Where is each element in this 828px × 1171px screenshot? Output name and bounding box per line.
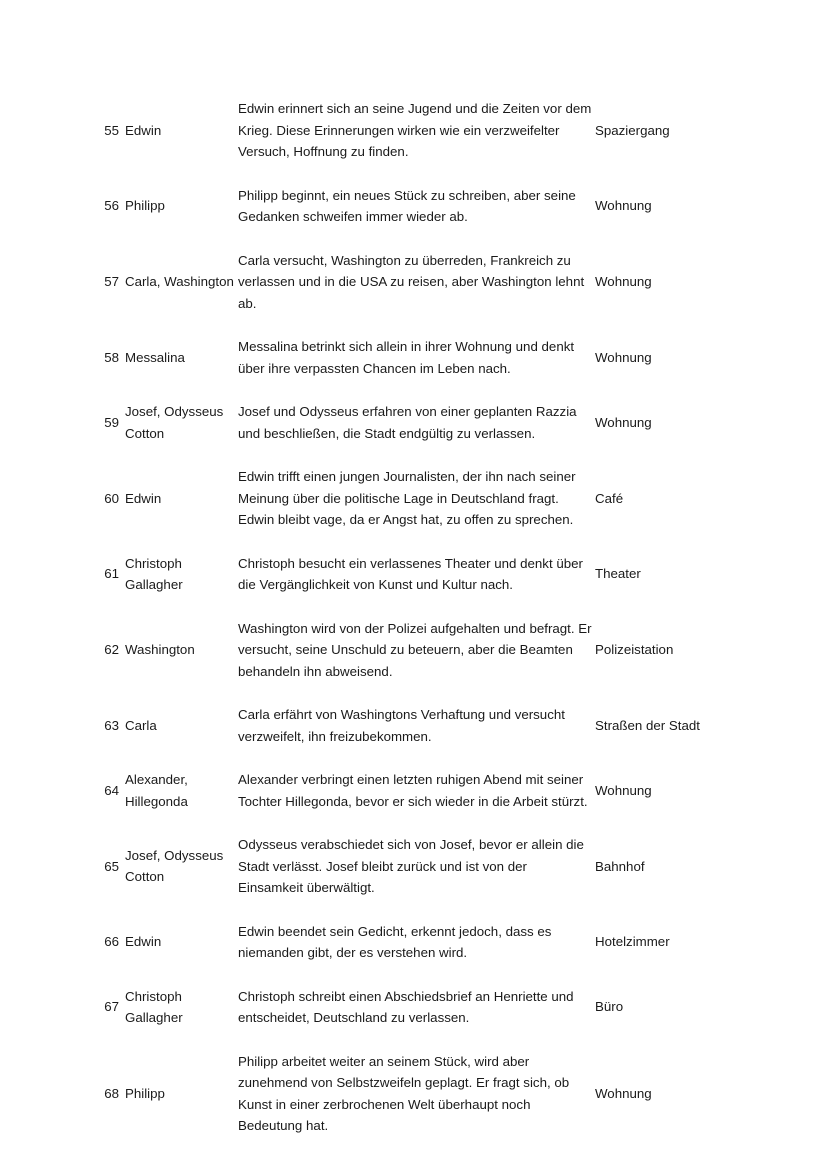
row-spacer (95, 747, 735, 769)
scene-number-cell: 59 (104, 414, 119, 430)
characters-cell: Christoph Gallagher (125, 988, 183, 1025)
row-spacer-cell (95, 747, 735, 769)
row-spacer-cell (95, 596, 735, 618)
description-cell: Christoph besucht ein verlassenes Theater und denkt über die Vergänglichkeit von Kunst und Kultur nach. (238, 555, 583, 592)
description-cell: Odysseus verabschiedet sich von Josef, bevor er allein die Stadt verlässt. Josef bleibt zurück und ist von der Einsamkeit überwältigt. (238, 837, 584, 895)
characters-cell: Josef, Odysseus Cotton (125, 847, 224, 885)
scene-number-cell: 64 (104, 782, 119, 798)
scene-number-cell: 58 (104, 349, 119, 365)
scene-table-container (95, 98, 735, 1137)
description-cell: Alexander verbringt einen letzten ruhigen Abend mit seiner Tochter Hillegonda, bevor er sich wieder in die Arbeit stürzt. (238, 772, 588, 809)
characters-cell: Edwin (125, 490, 162, 506)
table-row (95, 921, 735, 964)
location-cell: Café (595, 490, 624, 506)
scene-number-cell: 67 (104, 999, 119, 1015)
row-spacer (95, 899, 735, 921)
description-cell: Edwin beendet sein Gedicht, erkennt jedoch, dass es niemanden gibt, der es verstehen wird. (238, 923, 552, 960)
row-spacer (95, 682, 735, 704)
scene-table-body (95, 98, 735, 1137)
location-cell: Bahnhof (595, 858, 645, 874)
row-spacer (95, 228, 735, 250)
characters-cell: Philipp (125, 198, 165, 214)
characters-cell: Josef, Odysseus Cotton (125, 404, 224, 441)
table-row (95, 553, 735, 596)
table-row (95, 185, 735, 228)
scene-number-cell: 63 (104, 717, 119, 733)
description-cell: Carla erfährt von Washingtons Verhaftung und versucht verzweifelt, ihn freizubekommen. (238, 707, 565, 744)
table-row (95, 1051, 735, 1137)
scene-number-cell: 66 (104, 934, 119, 950)
row-spacer-cell (95, 444, 735, 466)
row-spacer-cell (95, 1029, 735, 1051)
scene-number-cell: 56 (104, 198, 119, 214)
description-cell: Philipp beginnt, ein neues Stück zu schreiben, aber seine Gedanken schweifen immer wieder ab. (238, 187, 576, 224)
table-row (95, 336, 735, 379)
scene-number-cell: 60 (104, 490, 119, 506)
row-spacer-cell (95, 682, 735, 704)
location-cell: Spaziergang (595, 122, 670, 138)
description-cell: Washington wird von der Polizei aufgehalten und befragt. Er versucht, seine Unschuld zu beteuern, aber die Beamten behandeln ihn abweisend. (238, 620, 592, 679)
location-cell: Wohnung (595, 1085, 652, 1101)
table-row (95, 704, 735, 747)
description-cell: Christoph schreibt einen Abschiedsbrief an Henriette und entscheidet, Deutschland zu verlassen. (238, 988, 574, 1025)
row-spacer (95, 964, 735, 986)
characters-cell: Carla, Washington (125, 274, 234, 289)
location-cell: Wohnung (595, 274, 652, 289)
row-spacer (95, 531, 735, 553)
location-cell: Büro (595, 999, 624, 1015)
characters-cell: Carla (125, 717, 157, 733)
scene-number-cell: 57 (104, 274, 119, 289)
location-cell: Wohnung (595, 349, 652, 365)
scene-number-cell: 61 (104, 566, 119, 582)
description-cell: Philipp arbeitet weiter an seinem Stück, wird aber zunehmend von Selbstzweifeln geplagt. Er fragt sich, ob Kunst in einer zerbrochenen Welt überhaupt noch Bedeutung hat. (238, 1053, 570, 1133)
characters-cell: Washington (125, 642, 195, 657)
table-row (95, 618, 735, 683)
row-spacer-cell (95, 228, 735, 250)
row-spacer-cell (95, 812, 735, 834)
characters-cell: Christoph Gallagher (125, 555, 183, 592)
description-cell: Messalina betrinkt sich allein in ihrer Wohnung und denkt über ihre verpassten Chancen im Leben nach. (238, 339, 575, 376)
location-cell: Polizeistation (595, 642, 674, 657)
characters-cell: Messalina (125, 349, 185, 365)
table-row (95, 769, 735, 812)
characters-cell: Edwin (125, 122, 162, 138)
row-spacer (95, 163, 735, 185)
description-cell: Edwin trifft einen jungen Journalisten, der ihn nach seiner Meinung über die politische Lage in Deutschland fragt. Edwin bleibt vage, da er Angst hat, zu offen zu sprechen. (238, 469, 576, 527)
scene-number-cell: 65 (104, 858, 119, 874)
table-row (95, 834, 735, 899)
scene-number-cell: 68 (104, 1085, 119, 1101)
row-spacer (95, 314, 735, 336)
scene-breakdown-table (95, 98, 735, 1137)
scene-number-cell: 62 (104, 642, 119, 657)
description-cell: Carla versucht, Washington zu überreden, Frankreich zu verlassen und in die USA zu reisen, aber Washington lehnt ab. (238, 252, 585, 311)
row-spacer-cell (95, 531, 735, 553)
table-row (95, 98, 735, 163)
row-spacer (95, 596, 735, 618)
row-spacer (95, 379, 735, 401)
location-cell: Wohnung (595, 198, 652, 214)
location-cell: Wohnung (595, 782, 652, 798)
table-row (95, 466, 735, 531)
row-spacer-cell (95, 379, 735, 401)
description-cell: Edwin erinnert sich an seine Jugend und die Zeiten vor dem Krieg. Diese Erinnerungen wirken wie ein verzweifelter Versuch, Hoffnung zu finden. (238, 101, 592, 159)
table-row (95, 401, 735, 444)
location-cell: Theater (595, 566, 641, 582)
table-row (95, 250, 735, 315)
row-spacer-cell (95, 964, 735, 986)
row-spacer (95, 1029, 735, 1051)
location-cell: Straßen der Stadt (595, 717, 700, 733)
characters-cell: Philipp (125, 1085, 165, 1101)
row-spacer-cell (95, 899, 735, 921)
scene-number-cell: 55 (104, 122, 119, 138)
row-spacer (95, 444, 735, 466)
table-row (95, 986, 735, 1029)
row-spacer-cell (95, 314, 735, 336)
description-cell: Josef und Odysseus erfahren von einer geplanten Razzia und beschließen, die Stadt endgültig zu verlassen. (238, 404, 577, 441)
characters-cell: Edwin (125, 934, 162, 950)
characters-cell: Alexander, Hillegonda (125, 772, 188, 809)
row-spacer (95, 812, 735, 834)
location-cell: Hotelzimmer (595, 934, 670, 950)
row-spacer-cell (95, 163, 735, 185)
location-cell: Wohnung (595, 414, 652, 430)
